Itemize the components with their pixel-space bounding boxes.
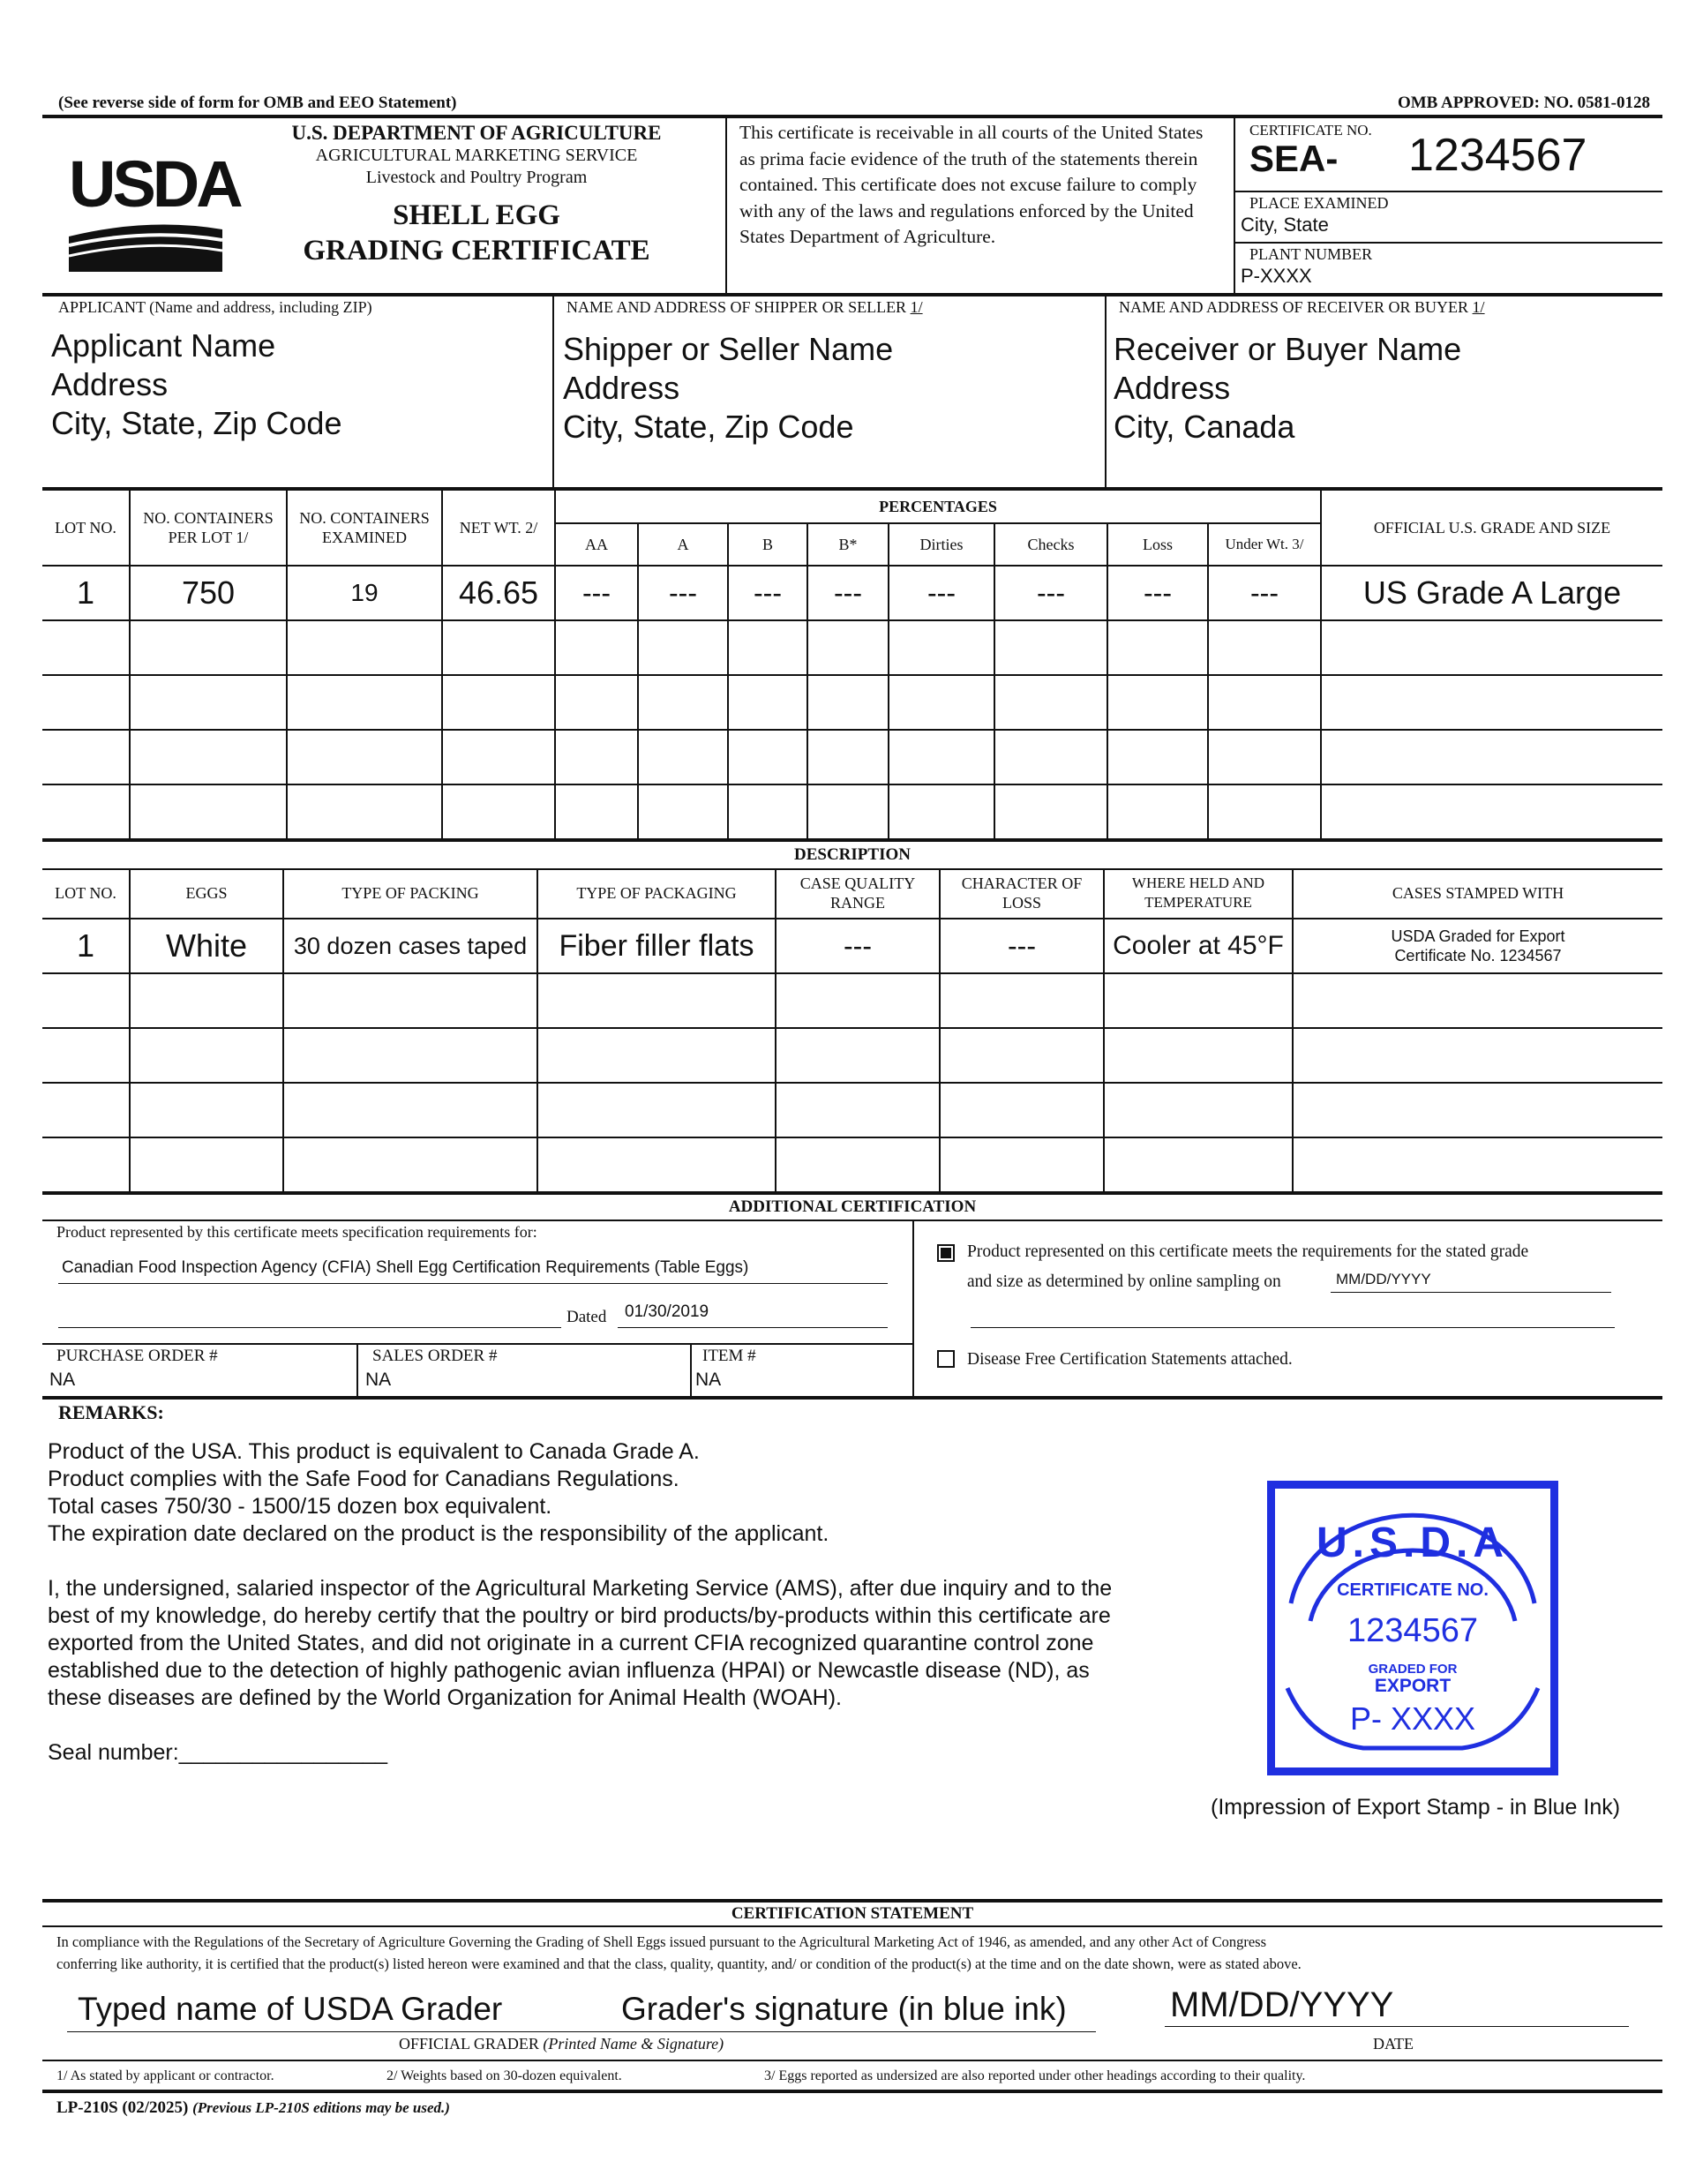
desc-stamped-line2: Certificate No. 1234567 [1394,947,1562,964]
divider [1105,293,1107,489]
grade-pct-checks[interactable]: --- [1037,576,1065,609]
grader-date[interactable]: MM/DD/YYYY [1170,1985,1394,2024]
grade-pct-bstar[interactable]: --- [834,576,862,609]
col-pct-checks: Checks [1027,536,1075,553]
so-value[interactable]: NA [365,1370,392,1390]
po-value[interactable]: NA [49,1370,76,1390]
divider [725,115,727,295]
remarks-label: REMARKS: [58,1401,164,1423]
desc-col-packing: TYPE OF PACKING [341,884,479,902]
grade-net-wt[interactable]: 46.65 [458,574,539,611]
desc-col-held: WHERE HELD AND TEMPERATURE [1131,874,1265,911]
statement-line: established due to the detection of highly pathogenic avian influenza (HPAI) or Newcastle disease (ND), as [48,1658,1090,1683]
col-pct-loss: Loss [1142,536,1173,553]
remarks-line: The expiration date declared on the product is the responsibility of the applicant. [48,1521,829,1546]
omb-approval: OMB APPROVED: NO. 0581-0128 [1397,94,1650,112]
divider [552,293,554,489]
desc-stamped-line1: USDA Graded for Export [1391,927,1565,945]
usda-logo-text: USDA [69,147,240,221]
receiver-label: NAME AND ADDRESS OF RECEIVER OR BUYER 1/ [1119,298,1485,316]
rule [42,1220,1662,1221]
col-divider [1320,489,1322,840]
online-sampling-date[interactable]: MM/DD/YYYY [1336,1271,1431,1287]
divider [356,1343,358,1396]
col-containers: NO. CONTAINERS PER LOT 1/ [143,509,274,546]
divider [912,1220,914,1396]
stamp-graded-for: GRADED FOR [1368,1662,1458,1677]
disease-free-checkbox[interactable] [937,1350,955,1368]
col-net-wt: NET WT. 2/ [459,519,538,537]
applicant-block[interactable] [51,326,341,443]
col-divider [286,489,288,840]
stamp-number: 1234567 [1347,1612,1478,1649]
rule [42,2060,1662,2061]
rule [1234,191,1662,192]
col-pct-underwt: Under Wt. 3/ [1225,536,1304,552]
desc-col-eggs: EGGS [185,884,228,902]
col-divider [1107,522,1108,840]
applicant-address: Address [51,366,169,402]
col-divider [441,489,443,840]
applicant-label: APPLICANT (Name and address, including ZIP) [58,298,372,316]
place-examined[interactable]: City, State [1241,214,1329,236]
desc-lot[interactable]: 1 [76,927,95,964]
shipper-block[interactable] [563,330,893,447]
rule [42,972,1662,974]
online-sampling-text2: and size as determined by online sampling on [967,1272,1281,1291]
rule [1331,1292,1611,1293]
shipper-name: Shipper or Seller Name [563,331,894,367]
rule [42,1925,1662,1927]
additional-title: ADDITIONAL CERTIFICATION [728,1197,977,1216]
legal-text: This certificate is receivable in all courts of the United States as prima facie evidence of the truth of the statements therein contained. This certificate does not excuse failure to comply with any of the laws and regulations enforced by the United States Department of Agriculture. [739,122,1204,247]
agency-block [256,122,697,268]
desc-quality[interactable]: --- [844,929,872,962]
rule [58,1283,888,1284]
grade-pct-a[interactable]: --- [669,576,697,609]
stamp-usda: U.S.D.A [1316,1520,1509,1566]
online-sampling-checkbox[interactable] [937,1244,955,1262]
desc-col-stamped: CASES STAMPED WITH [1392,884,1564,902]
col-divider [282,868,284,1193]
desc-col-lot: LOT NO. [55,884,116,902]
cert-statement-line: In compliance with the Regulations of the Secretary of Agriculture Governing the Grading of Shell Eggs issued pursuant to the Agricultural Marketing Act of 1946, as amended, and any other Act of Congress [56,1933,1267,1950]
desc-col-packaging: TYPE OF PACKAGING [576,884,737,902]
applicant-name: Applicant Name [51,327,276,364]
remarks-line: Product of the USA. This product is equivalent to Canada Grade A. [48,1439,700,1464]
form-title-1: SHELL EGG [393,199,560,231]
rule [42,2090,1662,2093]
col-divider [1292,868,1294,1193]
col-pct-b: B [761,536,773,553]
grade-pct-loss[interactable]: --- [1144,576,1172,609]
rule [42,1082,1662,1084]
col-pct-aa: AA [585,536,608,553]
form-id: LP-210S (02/2025) (Previous LP-210S editions may be used.) [56,2098,450,2117]
grade-examined[interactable]: 19 [350,579,379,606]
col-divider [806,522,808,840]
rule [58,1327,561,1328]
online-sampling-text1: Product represented on this certificate meets the requirements for the stated grade [967,1242,1529,1261]
seal-number: Seal number:_________________ [48,1740,388,1765]
item-label: ITEM # [702,1347,756,1365]
program-name: Livestock and Poultry Program [365,168,588,187]
desc-packing[interactable]: 30 dozen cases taped [293,932,528,959]
divider [690,1343,692,1396]
cert-statement-title: CERTIFICATION STATEMENT [731,1904,974,1923]
remarks-line: Total cases 750/30 - 1500/15 dozen box equivalent. [48,1494,552,1519]
date-label: DATE [1373,2035,1414,2053]
disease-free-text: Disease Free Certification Statements attached. [967,1350,1293,1369]
grade-pct-aa[interactable]: --- [582,576,611,609]
plant-number[interactable]: P-XXXX [1241,265,1312,287]
col-divider [1103,868,1105,1193]
shipper-label: NAME AND ADDRESS OF SHIPPER OR SELLER 1/ [566,298,923,316]
grade-pct-underwt[interactable]: --- [1250,576,1279,609]
col-divider [939,868,941,1193]
grader-signature[interactable]: Grader's signature (in blue ink) [621,1991,1067,2027]
grade-containers[interactable]: 750 [181,574,236,611]
rule [42,918,1662,919]
stamp-plant: P- XXXX [1349,1700,1476,1737]
grade-official[interactable]: US Grade A Large [1362,574,1622,611]
dated-label: Dated [566,1308,607,1326]
place-label: PLACE EXAMINED [1249,194,1389,212]
reverse-side-note: (See reverse side of form for OMB and EEO Statement) [58,94,457,112]
receiver-city: City, Canada [1114,409,1295,445]
receiver-block[interactable] [1114,330,1461,447]
item-value[interactable]: NA [695,1370,722,1390]
stamp-caption: (Impression of Export Stamp - in Blue Ink) [1211,1795,1621,1820]
official-grader-label: OFFICIAL GRADER (Printed Name & Signature) [399,2035,724,2053]
col-divider [129,489,131,840]
usda-logo [69,147,240,266]
col-pct-bstar: B* [838,536,858,553]
footnote-2: 2/ Weights based on 30-dozen equivalent. [386,2068,622,2083]
remarks-line: Product complies with the Safe Food for Canadians Regulations. [48,1467,679,1491]
dated-value[interactable]: 01/30/2019 [625,1302,709,1321]
plant-label: PLANT NUMBER [1249,245,1373,263]
receiver-name: Receiver or Buyer Name [1114,331,1462,367]
shipper-city: City, State, Zip Code [563,409,854,445]
remarks-body[interactable] [48,1438,1112,1767]
cert-prefix: SEA- [1249,138,1339,179]
col-official-grade: OFFICIAL U.S. GRADE AND SIZE [1373,519,1611,537]
desc-loss[interactable]: --- [1008,929,1036,962]
rule [1165,2026,1629,2027]
col-examined: NO. CONTAINERS EXAMINED [299,509,430,546]
export-stamp [1267,1481,1558,1775]
receiver-address: Address [1114,370,1231,406]
rule [42,1396,1662,1400]
statement-line: these diseases are defined by the World Organization for Animal Health (WOAH). [48,1685,842,1710]
so-label: SALES ORDER # [372,1347,498,1365]
stamp-cert-label: CERTIFICATE NO. [1337,1580,1489,1600]
statement-line: best of my knowledge, do hereby certify that the poultry or bird products/by-products within this certificate are [48,1603,1111,1628]
rule [971,1327,1615,1328]
po-label: PURCHASE ORDER # [56,1347,218,1365]
col-divider [775,868,776,1193]
desc-stamped[interactable] [1294,919,1662,972]
rule [42,115,1662,118]
service-name: AGRICULTURAL MARKETING SERVICE [315,146,638,165]
cert-no-label: CERTIFICATE NO. [1249,122,1372,139]
usda-logo-field-icon [69,219,222,272]
col-divider [637,522,639,840]
col-divider [994,522,995,840]
cert-number: 1234567 [1408,130,1587,181]
rule [618,1327,888,1328]
stamp-export: EXPORT [1374,1676,1452,1696]
applicant-city: City, State, Zip Code [51,405,342,441]
spec-label: Product represented by this certificate meets specification requirements for: [56,1223,537,1241]
desc-eggs[interactable]: White [165,927,248,964]
cert-statement-text [56,1931,1302,1975]
desc-held[interactable]: Cooler at 45°F [1113,931,1284,960]
grade-lot-no[interactable]: 1 [76,574,95,611]
desc-col-quality: CASE QUALITY RANGE [799,874,916,912]
col-divider [888,522,889,840]
statement-line: exported from the United States, and did not originate in a current CFIA recognized quarantine control zone [48,1631,1094,1655]
col-lot-no: LOT NO. [55,519,116,537]
col-pct-a: A [677,536,689,553]
grader-name[interactable]: Typed name of USDA Grader [78,1991,503,2027]
col-divider [129,868,131,1193]
col-divider [1207,522,1209,840]
cert-statement-line: conferring like authority, it is certified that the product(s) listed hereon were examined and that the class, quality, quantity, and/ or condition of the product(s) at the time and on the date shown, were as stated above. [56,1955,1302,1972]
footnote-1: 1/ As stated by applicant or contractor. [56,2068,274,2083]
col-pct-dirties: Dirties [919,536,964,553]
grade-pct-b[interactable]: --- [754,576,782,609]
col-divider [727,522,729,840]
col-percentages: PERCENTAGES [879,498,997,515]
desc-packaging[interactable]: Fiber filler flats [559,928,754,963]
rule [67,2031,1096,2032]
col-divider [536,868,538,1193]
footnote-3: 3/ Eggs reported as undersized are also reported under other headings according to their quality. [764,2068,1306,2083]
rule [42,1343,912,1345]
statement-line: I, the undersigned, salaried inspector of the Agricultural Marketing Service (AMS), after due inquiry and to the [48,1576,1113,1601]
grade-pct-dirties[interactable]: --- [927,576,956,609]
rule [556,522,1320,524]
form-title-2: GRADING CERTIFICATE [303,235,650,266]
description-title: DESCRIPTION [794,845,911,864]
rule [42,1027,1662,1029]
rule [42,293,1662,296]
spec-value[interactable]: Canadian Food Inspection Agency (CFIA) Shell Egg Certification Requirements (Table Eggs) [62,1258,749,1277]
col-divider [554,489,556,840]
desc-col-loss: CHARACTER OF LOSS [961,874,1083,912]
rule [42,1137,1662,1138]
divider [1234,115,1235,295]
dept-name: U.S. DEPARTMENT OF AGRICULTURE [291,122,662,144]
rule [1234,242,1662,244]
shipper-address: Address [563,370,680,406]
